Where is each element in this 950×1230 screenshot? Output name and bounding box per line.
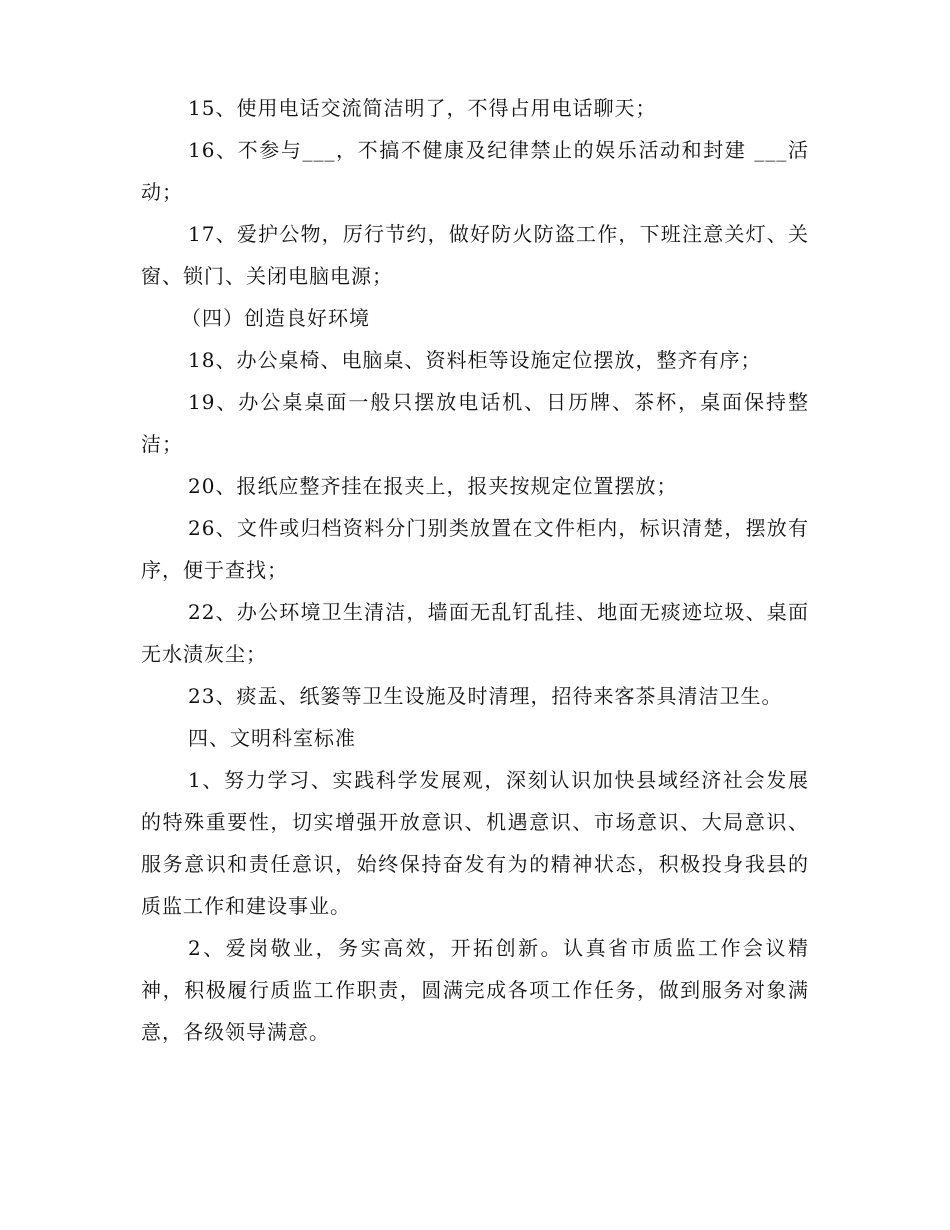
section-heading-civilized-office: 四、文明科室标准 <box>188 726 356 750</box>
paragraph-22: 22、办公环境卫生清洁，墙面无乱钉乱挂、地面无痰迹垃圾、桌面无水渍灰尘； <box>141 600 809 666</box>
standard-item-2: 2、爱岗敬业，务实高效，开拓创新。认真省市质监工作会议精神，积极履行质监工作职责，圆满完成各项工作任务，做到服务对象满意，各级领导满意。 <box>141 936 809 1044</box>
paragraph-15: 15、使用电话交流简洁明了，不得占用电话聊天； <box>188 96 657 120</box>
paragraph-19: 19、办公桌桌面一般只摆放电话机、日历牌、茶杯，桌面保持整洁； <box>141 390 809 456</box>
document-body <box>141 87 809 1053</box>
section-heading-create-environment: （四）创造良好环境 <box>181 306 370 330</box>
paragraph-17: 17、爱护公物，厉行节约，做好防火防盗工作，下班注意关灯、关窗、锁门、关闭电脑电源； <box>141 222 809 288</box>
paragraph-18: 18、办公桌椅、电脑桌、资料柜等设施定位摆放，整齐有序； <box>188 348 762 372</box>
paragraph-16: 16、不参与___，不搞不健康及纪律禁止的娱乐活动和封建 ___活动； <box>141 138 809 204</box>
paragraph-26: 26、文件或归档资料分门别类放置在文件柜内，标识清楚，摆放有序，便于查找； <box>141 516 809 582</box>
standard-item-1: 1、努力学习、实践科学发展观，深刻认识加快县域经济社会发展的特殊重要性，切实增强开放意识、机遇意识、市场意识、大局意识、服务意识和责任意识，始终保持奋发有为的精神状态，积极投身我县的质监工作和建设事业。 <box>141 768 809 918</box>
paragraph-23: 23、痰盂、纸篓等卫生设施及时清理，招待来客茶具清洁卫生。 <box>188 684 783 708</box>
paragraph-20: 20、报纸应整齐挂在报夹上，报夹按规定位置摆放； <box>188 474 678 498</box>
